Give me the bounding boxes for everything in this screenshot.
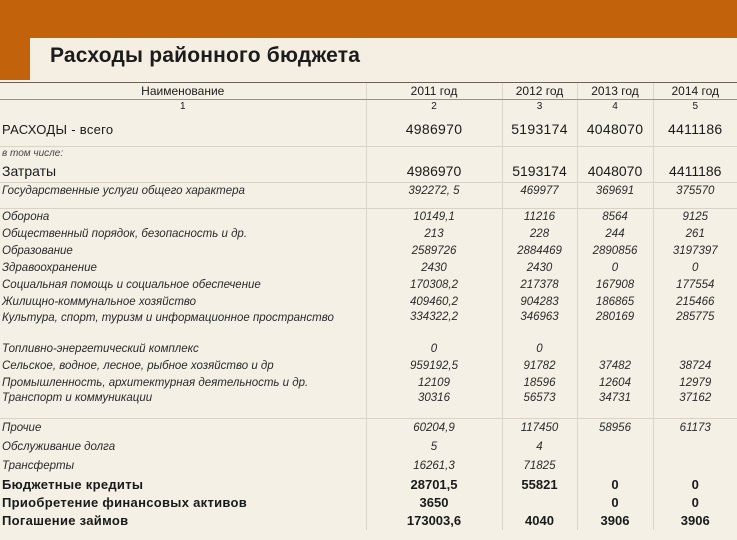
cell-2013: 244 xyxy=(577,226,653,243)
cell-2014: 37162 xyxy=(653,392,737,419)
cell-2011: 4986970 xyxy=(366,113,502,147)
row-label: Транспорт и коммуникации xyxy=(0,392,366,419)
cell-2012: 4 xyxy=(502,438,577,457)
cell-2011: 16261,3 xyxy=(366,457,502,476)
cell-2011: 959192,5 xyxy=(366,358,502,375)
row-trans xyxy=(0,392,737,419)
cell-2013: 0 xyxy=(577,260,653,277)
cell-2012: 2884469 xyxy=(502,243,577,260)
index-1: 1 xyxy=(179,100,186,112)
cell-2013: 369691 xyxy=(577,183,653,209)
cell-2012: 2430 xyxy=(502,260,577,277)
header-2012: 2012 год xyxy=(502,83,577,100)
cell-2012: 55821 xyxy=(502,476,577,494)
cell-2014: 12979 xyxy=(653,375,737,392)
cell-2011: 392272, 5 xyxy=(366,183,502,209)
cell-2013: 8564 xyxy=(577,209,653,226)
cell-2011: 60204,9 xyxy=(366,419,502,438)
row-selsk xyxy=(0,358,737,375)
cell-2011: 0 xyxy=(366,341,502,358)
cell-2012: 217378 xyxy=(502,277,577,294)
row-oborona xyxy=(0,209,737,226)
cell-2013: 0 xyxy=(577,494,653,512)
cell-2013 xyxy=(577,341,653,358)
cell-2013: 4048070 xyxy=(577,161,653,183)
cell-2013 xyxy=(577,438,653,457)
cell-2011: 170308,2 xyxy=(366,277,502,294)
cell-2011: 10149,1 xyxy=(366,209,502,226)
cell-2014: 9125 xyxy=(653,209,737,226)
cell-2012: 56573 xyxy=(502,392,577,419)
index-4: 4 xyxy=(577,100,653,113)
row-label: Сельское, водное, лесное, рыбное хозяйство и др xyxy=(2,360,274,372)
header-name: Наименование xyxy=(0,83,366,100)
row-prochie xyxy=(0,419,737,438)
cell-2011: 12109 xyxy=(366,375,502,392)
cell-2014: 375570 xyxy=(653,183,737,209)
row-label: Топливно-энергетический комплекс xyxy=(2,343,199,355)
row-poryadok xyxy=(0,226,737,243)
cell-2012: 71825 xyxy=(502,457,577,476)
cell-2013: 4048070 xyxy=(577,113,653,147)
cell-2012: 0 xyxy=(502,341,577,358)
cell-2012: 91782 xyxy=(502,358,577,375)
row-tek xyxy=(0,341,737,358)
row-label: Государственные услуги общего характера xyxy=(0,183,366,209)
cell-2013: 3906 xyxy=(577,512,653,530)
row-label: Социальная помощь и социальное обеспечение xyxy=(2,279,261,291)
cell-2013: 186865 xyxy=(577,294,653,311)
row-obraz xyxy=(0,243,737,260)
row-transf xyxy=(0,457,737,476)
cell-2011: 30316 xyxy=(366,392,502,419)
row-label: Обслуживание долга xyxy=(2,441,116,453)
row-label: в том числе: xyxy=(2,148,64,160)
cell-2014 xyxy=(653,457,737,476)
row-zdrav xyxy=(0,260,737,277)
row-label: РАСХОДЫ - всего xyxy=(0,113,366,147)
row-kult xyxy=(0,311,737,341)
row-label: Погашение займов xyxy=(2,513,129,528)
cell-2011: 334322,2 xyxy=(366,311,502,341)
budget-table xyxy=(0,82,737,530)
cell-2013: 58956 xyxy=(577,419,653,438)
cell-2011: 28701,5 xyxy=(366,476,502,494)
cell-2014: 0 xyxy=(653,494,737,512)
index-3: 3 xyxy=(502,100,577,113)
row-label: Прочие xyxy=(2,422,42,435)
cell-2013: 0 xyxy=(577,476,653,494)
row-label: Приобретение финансовых активов xyxy=(2,495,248,510)
page-title: Расходы районного бюджета xyxy=(50,44,361,67)
cell-2012: 18596 xyxy=(502,375,577,392)
cell-2012: 5193174 xyxy=(502,161,577,183)
cell-2012: 11216 xyxy=(502,209,577,226)
cell-2012: 4040 xyxy=(502,512,577,530)
row-zhkh xyxy=(0,294,737,311)
cell-2013: 167908 xyxy=(577,277,653,294)
row-label: Промышленность, архитектурная деятельность и др. xyxy=(2,377,309,389)
cell-2014: 177554 xyxy=(653,277,737,294)
cell-2014: 285775 xyxy=(653,311,737,341)
row-fin xyxy=(0,494,737,512)
row-label: Образование xyxy=(2,245,73,257)
cell-2011: 4986970 xyxy=(366,161,502,183)
row-label: Культура, спорт, туризм и информационное пространство xyxy=(2,311,334,324)
cell-2011: 2589726 xyxy=(366,243,502,260)
cell-2014: 215466 xyxy=(653,294,737,311)
cell-2014: 0 xyxy=(653,476,737,494)
row-dolg xyxy=(0,438,737,457)
cell-2014: 3906 xyxy=(653,512,737,530)
row-label: Трансферты xyxy=(2,460,75,472)
cell-2012 xyxy=(502,494,577,512)
index-2: 2 xyxy=(366,100,502,113)
cell-2011: 409460,2 xyxy=(366,294,502,311)
cell-2013 xyxy=(577,457,653,476)
cell-2012: 117450 xyxy=(502,419,577,438)
cell-2014: 3197397 xyxy=(653,243,737,260)
row-label: Общественный порядок, безопасность и др. xyxy=(2,228,248,240)
cell-2014: 38724 xyxy=(653,358,737,375)
cell-2013: 280169 xyxy=(577,311,653,341)
header-row xyxy=(0,83,737,100)
row-zatraty xyxy=(0,161,737,183)
cell-2014: 4411186 xyxy=(653,161,737,183)
index-row xyxy=(0,100,737,113)
cell-2011: 5 xyxy=(366,438,502,457)
cell-2014: 4411186 xyxy=(653,113,737,147)
row-total xyxy=(0,113,737,147)
cell-2011: 213 xyxy=(366,226,502,243)
cell-2013: 34731 xyxy=(577,392,653,419)
cell-2011: 2430 xyxy=(366,260,502,277)
cell-2012: 469977 xyxy=(502,183,577,209)
cell-2012: 5193174 xyxy=(502,113,577,147)
row-label: Здравоохранение xyxy=(2,262,97,274)
header-2011: 2011 год xyxy=(366,83,502,100)
row-pogash xyxy=(0,512,737,530)
cell-2014: 261 xyxy=(653,226,737,243)
row-label: Жилищно-коммунальное хозяйство xyxy=(2,296,197,308)
header-2013: 2013 год xyxy=(577,83,653,100)
row-incl xyxy=(0,147,737,161)
row-prom xyxy=(0,375,737,392)
cell-2013: 2890856 xyxy=(577,243,653,260)
row-kred xyxy=(0,476,737,494)
cell-2014: 0 xyxy=(653,260,737,277)
cell-2011: 173003,6 xyxy=(366,512,502,530)
row-label: Бюджетные кредиты xyxy=(2,477,144,492)
cell-2011: 3650 xyxy=(366,494,502,512)
cell-2014 xyxy=(653,341,737,358)
cell-2014 xyxy=(653,438,737,457)
row-gos xyxy=(0,183,737,209)
cell-2012: 346963 xyxy=(502,311,577,341)
index-5: 5 xyxy=(653,100,737,113)
cell-2012: 904283 xyxy=(502,294,577,311)
cell-2013: 37482 xyxy=(577,358,653,375)
cell-2013: 12604 xyxy=(577,375,653,392)
cell-2014: 61173 xyxy=(653,419,737,438)
cell-2012: 228 xyxy=(502,226,577,243)
header-2014: 2014 год xyxy=(653,83,737,100)
row-label: Оборона xyxy=(2,211,50,224)
row-label: Затраты xyxy=(0,161,366,183)
row-soc xyxy=(0,277,737,294)
